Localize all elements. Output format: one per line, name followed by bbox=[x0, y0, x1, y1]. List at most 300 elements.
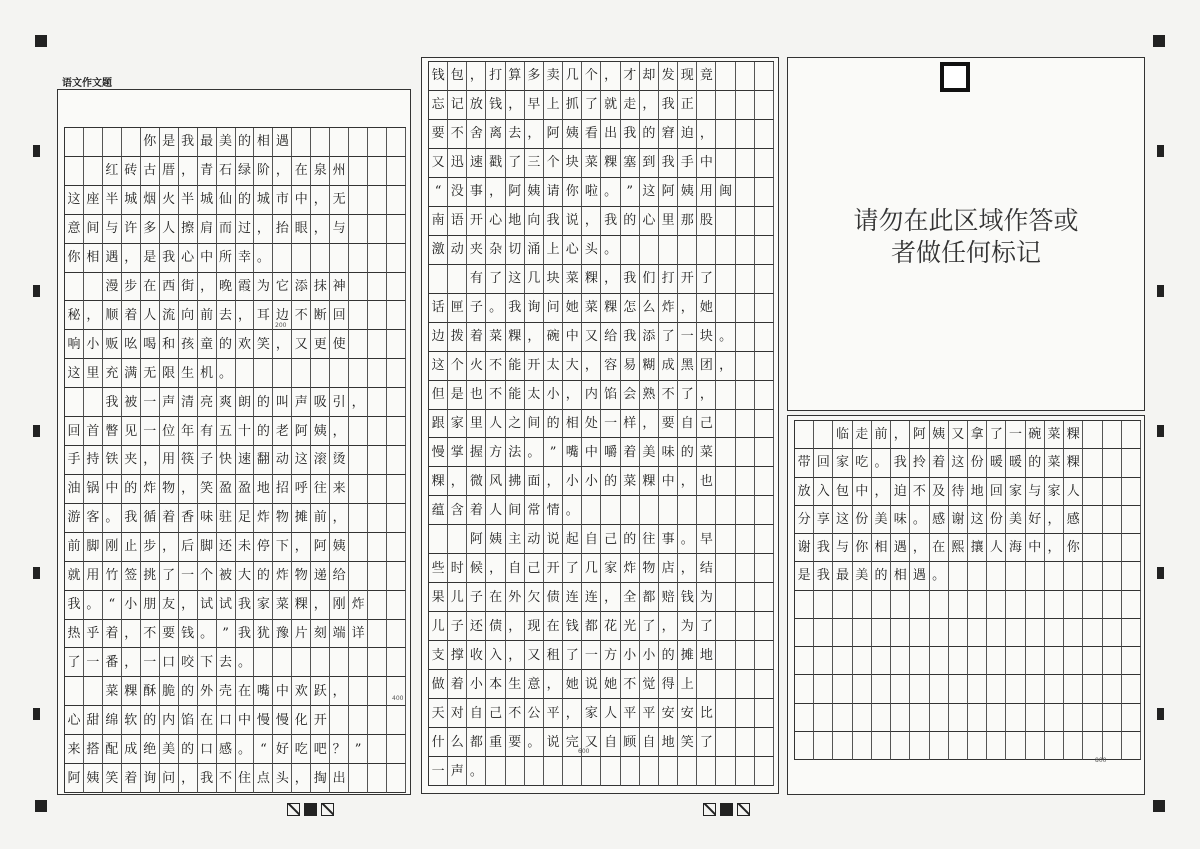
grid-cell: 着 bbox=[467, 323, 486, 352]
grid-cell bbox=[930, 675, 949, 703]
grid-cell: ， bbox=[910, 534, 929, 562]
grid-cell: 步 bbox=[141, 533, 160, 562]
grid-cell: 小 bbox=[582, 467, 601, 496]
grid-cell bbox=[736, 438, 755, 467]
grid-cell: 了 bbox=[697, 265, 716, 294]
grid-cell: 么 bbox=[640, 294, 659, 323]
grid-cell bbox=[254, 359, 273, 388]
grid-cell: “ bbox=[103, 591, 122, 620]
grid-cell bbox=[387, 562, 406, 591]
grid-cell: ， bbox=[311, 591, 330, 620]
grid-cell: 出 bbox=[330, 764, 349, 793]
grid-cell bbox=[1083, 704, 1102, 732]
grid-cell: 的 bbox=[179, 735, 198, 764]
grid-cell: 嘴 bbox=[254, 677, 273, 706]
grid-cell: ， bbox=[659, 612, 678, 641]
grid-cell bbox=[311, 648, 330, 677]
grid-cell bbox=[1083, 421, 1102, 449]
grid-cell bbox=[368, 186, 387, 215]
grid-cell: 候 bbox=[467, 554, 486, 583]
grid-cell: 物 bbox=[640, 554, 659, 583]
grid-cell: 相 bbox=[84, 244, 103, 273]
grid-cell: 火 bbox=[467, 352, 486, 381]
grid-cell: 口 bbox=[160, 648, 179, 677]
grid-cell: 生 bbox=[506, 670, 525, 699]
grid-cell: 觉 bbox=[640, 670, 659, 699]
grid-cell: 遇 bbox=[891, 534, 910, 562]
grid-cell: 味 bbox=[891, 506, 910, 534]
grid-cell bbox=[716, 381, 735, 410]
grid-cell: 被 bbox=[122, 388, 141, 417]
grid-cell: 童 bbox=[198, 330, 217, 359]
grid-cell: 呼 bbox=[292, 475, 311, 504]
grid-cell bbox=[755, 352, 774, 381]
grid-cell bbox=[736, 381, 755, 410]
grid-cell: 了 bbox=[563, 641, 582, 670]
grid-cell: 见 bbox=[122, 417, 141, 446]
grid-cell: 人 bbox=[1064, 478, 1083, 506]
grid-cell: 家 bbox=[833, 449, 852, 477]
grid-cell: ， bbox=[525, 323, 544, 352]
grid-cell bbox=[716, 265, 735, 294]
grid-cell: 笑 bbox=[678, 728, 697, 757]
grid-cell: 卖 bbox=[544, 62, 563, 91]
grid-cell: 外 bbox=[198, 677, 217, 706]
grid-cell: 阶 bbox=[254, 157, 273, 186]
grid-cell: 看 bbox=[582, 120, 601, 149]
grid-cell: 舍 bbox=[467, 120, 486, 149]
grid-cell: ， bbox=[716, 352, 735, 381]
grid-cell bbox=[949, 704, 968, 732]
grid-cell: ， bbox=[601, 265, 620, 294]
grid-cell bbox=[736, 120, 755, 149]
grid-cell bbox=[716, 583, 735, 612]
grid-cell: 阿 bbox=[65, 764, 84, 793]
grid-cell: 年 bbox=[179, 417, 198, 446]
grid-cell: 家 bbox=[1006, 478, 1025, 506]
grid-cell bbox=[349, 475, 368, 504]
grid-cell: 的 bbox=[254, 417, 273, 446]
grid-cell bbox=[716, 236, 735, 265]
grid-cell: 这 bbox=[506, 265, 525, 294]
grid-cell: 开 bbox=[544, 554, 563, 583]
grid-cell bbox=[795, 675, 814, 703]
grid-cell bbox=[1083, 478, 1102, 506]
grid-cell: 止 bbox=[122, 533, 141, 562]
grid-cell: 与 bbox=[330, 215, 349, 244]
grid-cell: 断 bbox=[311, 301, 330, 330]
grid-cell bbox=[84, 273, 103, 302]
grid-cell: 是 bbox=[160, 128, 179, 157]
grid-cell bbox=[795, 732, 814, 760]
grid-cell: 物 bbox=[160, 475, 179, 504]
grid-cell: 人 bbox=[486, 410, 505, 439]
grid-cell: 火 bbox=[160, 186, 179, 215]
grid-cell: 着 bbox=[467, 496, 486, 525]
grid-cell: ， bbox=[1045, 506, 1064, 534]
grid-cell: 粿 bbox=[292, 591, 311, 620]
grid-cell: 回 bbox=[65, 417, 84, 446]
grid-cell: ， bbox=[640, 91, 659, 120]
grid-cell: 早 bbox=[697, 525, 716, 554]
grid-cell bbox=[736, 62, 755, 91]
grid-cell: 开 bbox=[525, 352, 544, 381]
grid-cell bbox=[387, 157, 406, 186]
grid-cell: 详 bbox=[349, 620, 368, 649]
grid-cell: 古 bbox=[141, 157, 160, 186]
grid-cell bbox=[678, 757, 697, 786]
grid-cell: 太 bbox=[544, 352, 563, 381]
grid-cell bbox=[853, 591, 872, 619]
grid-cell: 中 bbox=[198, 244, 217, 273]
grid-cell: 抬 bbox=[273, 215, 292, 244]
grid-cell: ” bbox=[349, 735, 368, 764]
grid-cell: 这 bbox=[65, 359, 84, 388]
grid-cell: 小 bbox=[84, 330, 103, 359]
grid-cell: 香 bbox=[179, 504, 198, 533]
grid-cell: 眼 bbox=[292, 215, 311, 244]
grid-cell: 菜 bbox=[273, 591, 292, 620]
grid-cell bbox=[1026, 704, 1045, 732]
grid-cell bbox=[716, 612, 735, 641]
grid-cell: 炸 bbox=[659, 294, 678, 323]
grid-cell: 我 bbox=[122, 504, 141, 533]
grid-cell bbox=[736, 554, 755, 583]
grid-cell: 迫 bbox=[678, 120, 697, 149]
grid-cell: 完 bbox=[563, 728, 582, 757]
grid-cell: 之 bbox=[506, 410, 525, 439]
grid-cell: 与 bbox=[833, 534, 852, 562]
grid-cell bbox=[601, 757, 620, 786]
grid-cell: ， bbox=[122, 648, 141, 677]
grid-cell: 忘 bbox=[429, 91, 448, 120]
grid-cell bbox=[755, 583, 774, 612]
grid-cell: 我 bbox=[621, 265, 640, 294]
grid-cell: 动 bbox=[448, 236, 467, 265]
grid-cell: ， bbox=[678, 294, 697, 323]
grid-cell bbox=[697, 670, 716, 699]
grid-cell: 怎 bbox=[621, 294, 640, 323]
grid-cell bbox=[621, 496, 640, 525]
grid-cell: 向 bbox=[525, 207, 544, 236]
grid-cell: 我 bbox=[236, 620, 255, 649]
grid-cell: 开 bbox=[467, 207, 486, 236]
grid-cell: ， bbox=[582, 352, 601, 381]
grid-cell: 戳 bbox=[486, 149, 505, 178]
grid-cell: 嘴 bbox=[563, 438, 582, 467]
grid-cell: 的 bbox=[217, 330, 236, 359]
grid-cell: 家 bbox=[582, 699, 601, 728]
grid-cell: 阿 bbox=[910, 421, 929, 449]
grid-cell: 自 bbox=[467, 699, 486, 728]
grid-cell: 姨 bbox=[525, 178, 544, 207]
grid-cell: 闽 bbox=[716, 178, 735, 207]
grid-cell: 小 bbox=[563, 467, 582, 496]
grid-cell: 半 bbox=[103, 186, 122, 215]
grid-cell: 满 bbox=[122, 359, 141, 388]
grid-cell: 份 bbox=[987, 506, 1006, 534]
grid-cell bbox=[368, 562, 387, 591]
grid-cell: 驻 bbox=[217, 504, 236, 533]
grid-cell bbox=[65, 157, 84, 186]
grid-cell bbox=[930, 732, 949, 760]
grid-cell: 点 bbox=[254, 764, 273, 793]
grid-cell: 块 bbox=[563, 149, 582, 178]
grid-cell: 什 bbox=[429, 728, 448, 757]
grid-cell: 绿 bbox=[236, 157, 255, 186]
grid-cell: 使 bbox=[330, 330, 349, 359]
grid-cell: 循 bbox=[141, 504, 160, 533]
grid-cell: 这 bbox=[429, 352, 448, 381]
grid-cell: 与 bbox=[103, 215, 122, 244]
grid-cell bbox=[891, 647, 910, 675]
grid-cell: 亮 bbox=[198, 388, 217, 417]
grid-cell: 是 bbox=[448, 381, 467, 410]
crossed-box-mark bbox=[287, 803, 300, 816]
grid-cell: 。 bbox=[236, 735, 255, 764]
grid-cell: 又 bbox=[292, 330, 311, 359]
grid-cell: 店 bbox=[659, 554, 678, 583]
grid-cell: 油 bbox=[65, 475, 84, 504]
grid-cell: 刚 bbox=[103, 533, 122, 562]
grid-cell: 方 bbox=[601, 641, 620, 670]
grid-cell: 赔 bbox=[659, 583, 678, 612]
grid-cell: 她 bbox=[563, 670, 582, 699]
grid-cell: 成 bbox=[659, 352, 678, 381]
grid-cell bbox=[349, 301, 368, 330]
grid-cell: 州 bbox=[330, 157, 349, 186]
grid-cell bbox=[1045, 619, 1064, 647]
grid-cell: 才 bbox=[621, 62, 640, 91]
grid-cell: 花 bbox=[601, 612, 620, 641]
grid-cell: 了 bbox=[987, 421, 1006, 449]
grid-cell bbox=[349, 706, 368, 735]
grid-cell bbox=[716, 294, 735, 323]
grid-cell bbox=[429, 265, 448, 294]
grid-cell bbox=[330, 244, 349, 273]
grid-cell: 菜 bbox=[563, 265, 582, 294]
grid-cell: ， bbox=[179, 591, 198, 620]
grid-cell: 而 bbox=[217, 215, 236, 244]
grid-cell: 钱 bbox=[179, 620, 198, 649]
grid-cell: 平 bbox=[621, 699, 640, 728]
grid-cell: 人 bbox=[486, 496, 505, 525]
grid-cell: 你 bbox=[141, 128, 160, 157]
grid-cell: 请 bbox=[544, 178, 563, 207]
grid-cell: 家 bbox=[448, 410, 467, 439]
grid-cell: 中 bbox=[1026, 534, 1045, 562]
grid-cell: 一 bbox=[429, 757, 448, 786]
grid-cell: 菜 bbox=[697, 438, 716, 467]
grid-cell bbox=[795, 619, 814, 647]
grid-cell: 粿 bbox=[506, 323, 525, 352]
grid-cell: 自 bbox=[601, 728, 620, 757]
grid-cell: 霞 bbox=[236, 273, 255, 302]
grid-cell: 手 bbox=[65, 446, 84, 475]
grid-cell bbox=[640, 236, 659, 265]
grid-cell: 记 bbox=[448, 91, 467, 120]
grid-cell: 。 bbox=[872, 449, 891, 477]
grid-cell: 个 bbox=[448, 352, 467, 381]
grid-cell bbox=[833, 732, 852, 760]
grid-cell: 问 bbox=[544, 294, 563, 323]
grid-cell: 粿 bbox=[1064, 449, 1083, 477]
grid-cell: ， bbox=[179, 157, 198, 186]
grid-cell bbox=[716, 207, 735, 236]
grid-cell: 地 bbox=[254, 475, 273, 504]
grid-cell bbox=[755, 438, 774, 467]
grid-cell: 五 bbox=[217, 417, 236, 446]
grid-cell bbox=[1083, 732, 1102, 760]
grid-cell: 搭 bbox=[84, 735, 103, 764]
grid-cell: “ bbox=[254, 735, 273, 764]
essay-grid-left bbox=[64, 127, 406, 793]
grid-cell: 吆 bbox=[122, 330, 141, 359]
grid-cell: 前 bbox=[311, 504, 330, 533]
grid-cell: 街 bbox=[179, 273, 198, 302]
grid-cell bbox=[968, 591, 987, 619]
grid-cell: 熙 bbox=[949, 534, 968, 562]
grid-cell: 。 bbox=[84, 591, 103, 620]
grid-cell bbox=[716, 438, 735, 467]
grid-cell: 物 bbox=[292, 562, 311, 591]
grid-cell: 瞥 bbox=[103, 417, 122, 446]
grid-cell bbox=[387, 301, 406, 330]
grid-cell: 样 bbox=[621, 410, 640, 439]
grid-cell bbox=[755, 757, 774, 786]
grid-cell bbox=[1006, 619, 1025, 647]
grid-cell: 里 bbox=[84, 359, 103, 388]
grid-cell: 抹 bbox=[311, 273, 330, 302]
forbidden-notice-line1: 请勿在此区域作答或 bbox=[853, 206, 1079, 235]
grid-cell bbox=[987, 619, 1006, 647]
grid-cell: 碗 bbox=[1026, 421, 1045, 449]
grid-cell bbox=[736, 178, 755, 207]
grid-cell: 相 bbox=[563, 410, 582, 439]
grid-cell: 走 bbox=[853, 421, 872, 449]
grid-cell: 碗 bbox=[544, 323, 563, 352]
grid-cell: 摊 bbox=[678, 641, 697, 670]
grid-cell: 泉 bbox=[311, 157, 330, 186]
grid-cell bbox=[755, 294, 774, 323]
grid-cell bbox=[1006, 647, 1025, 675]
grid-cell: 。 bbox=[525, 438, 544, 467]
grid-cell: 债 bbox=[486, 612, 505, 641]
grid-cell: 在 bbox=[486, 583, 505, 612]
grid-cell: 笑 bbox=[198, 475, 217, 504]
grid-cell bbox=[1083, 449, 1102, 477]
grid-cell: 塞 bbox=[621, 149, 640, 178]
grid-cell: 烫 bbox=[330, 446, 349, 475]
grid-cell: 炸 bbox=[141, 475, 160, 504]
grid-cell: 前 bbox=[872, 421, 891, 449]
grid-cell bbox=[368, 215, 387, 244]
grid-cell: 美 bbox=[853, 562, 872, 590]
grid-cell: 给 bbox=[601, 323, 620, 352]
grid-cell: 菜 bbox=[582, 149, 601, 178]
crossed-box-mark bbox=[737, 803, 750, 816]
grid-cell: 首 bbox=[84, 417, 103, 446]
grid-cell: 掌 bbox=[448, 438, 467, 467]
grid-cell: 边 bbox=[273, 301, 292, 330]
grid-cell: 盈 bbox=[236, 475, 255, 504]
grid-cell bbox=[1064, 619, 1083, 647]
grid-cell: 问 bbox=[160, 764, 179, 793]
grid-cell: 意 bbox=[65, 215, 84, 244]
grid-cell: 常 bbox=[525, 496, 544, 525]
grid-cell: ， bbox=[467, 62, 486, 91]
word-count-marker-600: 600 bbox=[578, 748, 590, 755]
grid-cell: 在 bbox=[236, 677, 255, 706]
grid-cell: 脚 bbox=[198, 533, 217, 562]
grid-cell: 。 bbox=[716, 323, 735, 352]
grid-cell: 肩 bbox=[198, 215, 217, 244]
grid-cell: 的 bbox=[141, 706, 160, 735]
grid-cell: 处 bbox=[582, 410, 601, 439]
grid-cell: 夹 bbox=[122, 446, 141, 475]
grid-cell bbox=[368, 273, 387, 302]
grid-cell: 所 bbox=[217, 244, 236, 273]
grid-cell: 。 bbox=[601, 236, 620, 265]
grid-cell: 翻 bbox=[254, 446, 273, 475]
grid-cell: 粿 bbox=[1064, 421, 1083, 449]
grid-cell: 的 bbox=[544, 410, 563, 439]
grid-cell bbox=[349, 417, 368, 446]
grid-cell: 还 bbox=[467, 612, 486, 641]
grid-cell bbox=[736, 352, 755, 381]
grid-cell: 老 bbox=[273, 417, 292, 446]
grid-cell bbox=[987, 562, 1006, 590]
grid-cell: 绝 bbox=[141, 735, 160, 764]
grid-cell bbox=[853, 704, 872, 732]
grid-cell: 西 bbox=[160, 273, 179, 302]
grid-cell bbox=[795, 647, 814, 675]
grid-cell: 吧 bbox=[311, 735, 330, 764]
grid-cell: ， bbox=[179, 475, 198, 504]
grid-cell: 脚 bbox=[84, 533, 103, 562]
grid-cell: 阿 bbox=[544, 120, 563, 149]
grid-cell: 小 bbox=[467, 670, 486, 699]
grid-cell: 酥 bbox=[141, 677, 160, 706]
grid-cell: 是 bbox=[795, 562, 814, 590]
grid-cell: 中 bbox=[292, 186, 311, 215]
grid-cell: 钱 bbox=[429, 62, 448, 91]
grid-cell: 的 bbox=[621, 525, 640, 554]
grid-cell: 有 bbox=[467, 265, 486, 294]
grid-cell: 迫 bbox=[891, 478, 910, 506]
grid-cell bbox=[968, 619, 987, 647]
grid-cell: 跃 bbox=[311, 677, 330, 706]
grid-cell bbox=[349, 446, 368, 475]
grid-cell: 打 bbox=[486, 62, 505, 91]
grid-cell: 好 bbox=[273, 735, 292, 764]
grid-cell: 往 bbox=[640, 525, 659, 554]
grid-cell bbox=[387, 620, 406, 649]
grid-cell bbox=[716, 467, 735, 496]
grid-cell: 我 bbox=[179, 128, 198, 157]
grid-cell bbox=[736, 525, 755, 554]
grid-cell bbox=[1103, 506, 1122, 534]
grid-cell bbox=[368, 591, 387, 620]
grid-cell bbox=[968, 675, 987, 703]
grid-cell bbox=[563, 757, 582, 786]
grid-cell: 上 bbox=[678, 670, 697, 699]
grid-cell: 在 bbox=[141, 273, 160, 302]
grid-cell: 锅 bbox=[84, 475, 103, 504]
grid-cell: 钱 bbox=[563, 612, 582, 641]
grid-cell bbox=[910, 591, 929, 619]
grid-cell: 流 bbox=[160, 301, 179, 330]
